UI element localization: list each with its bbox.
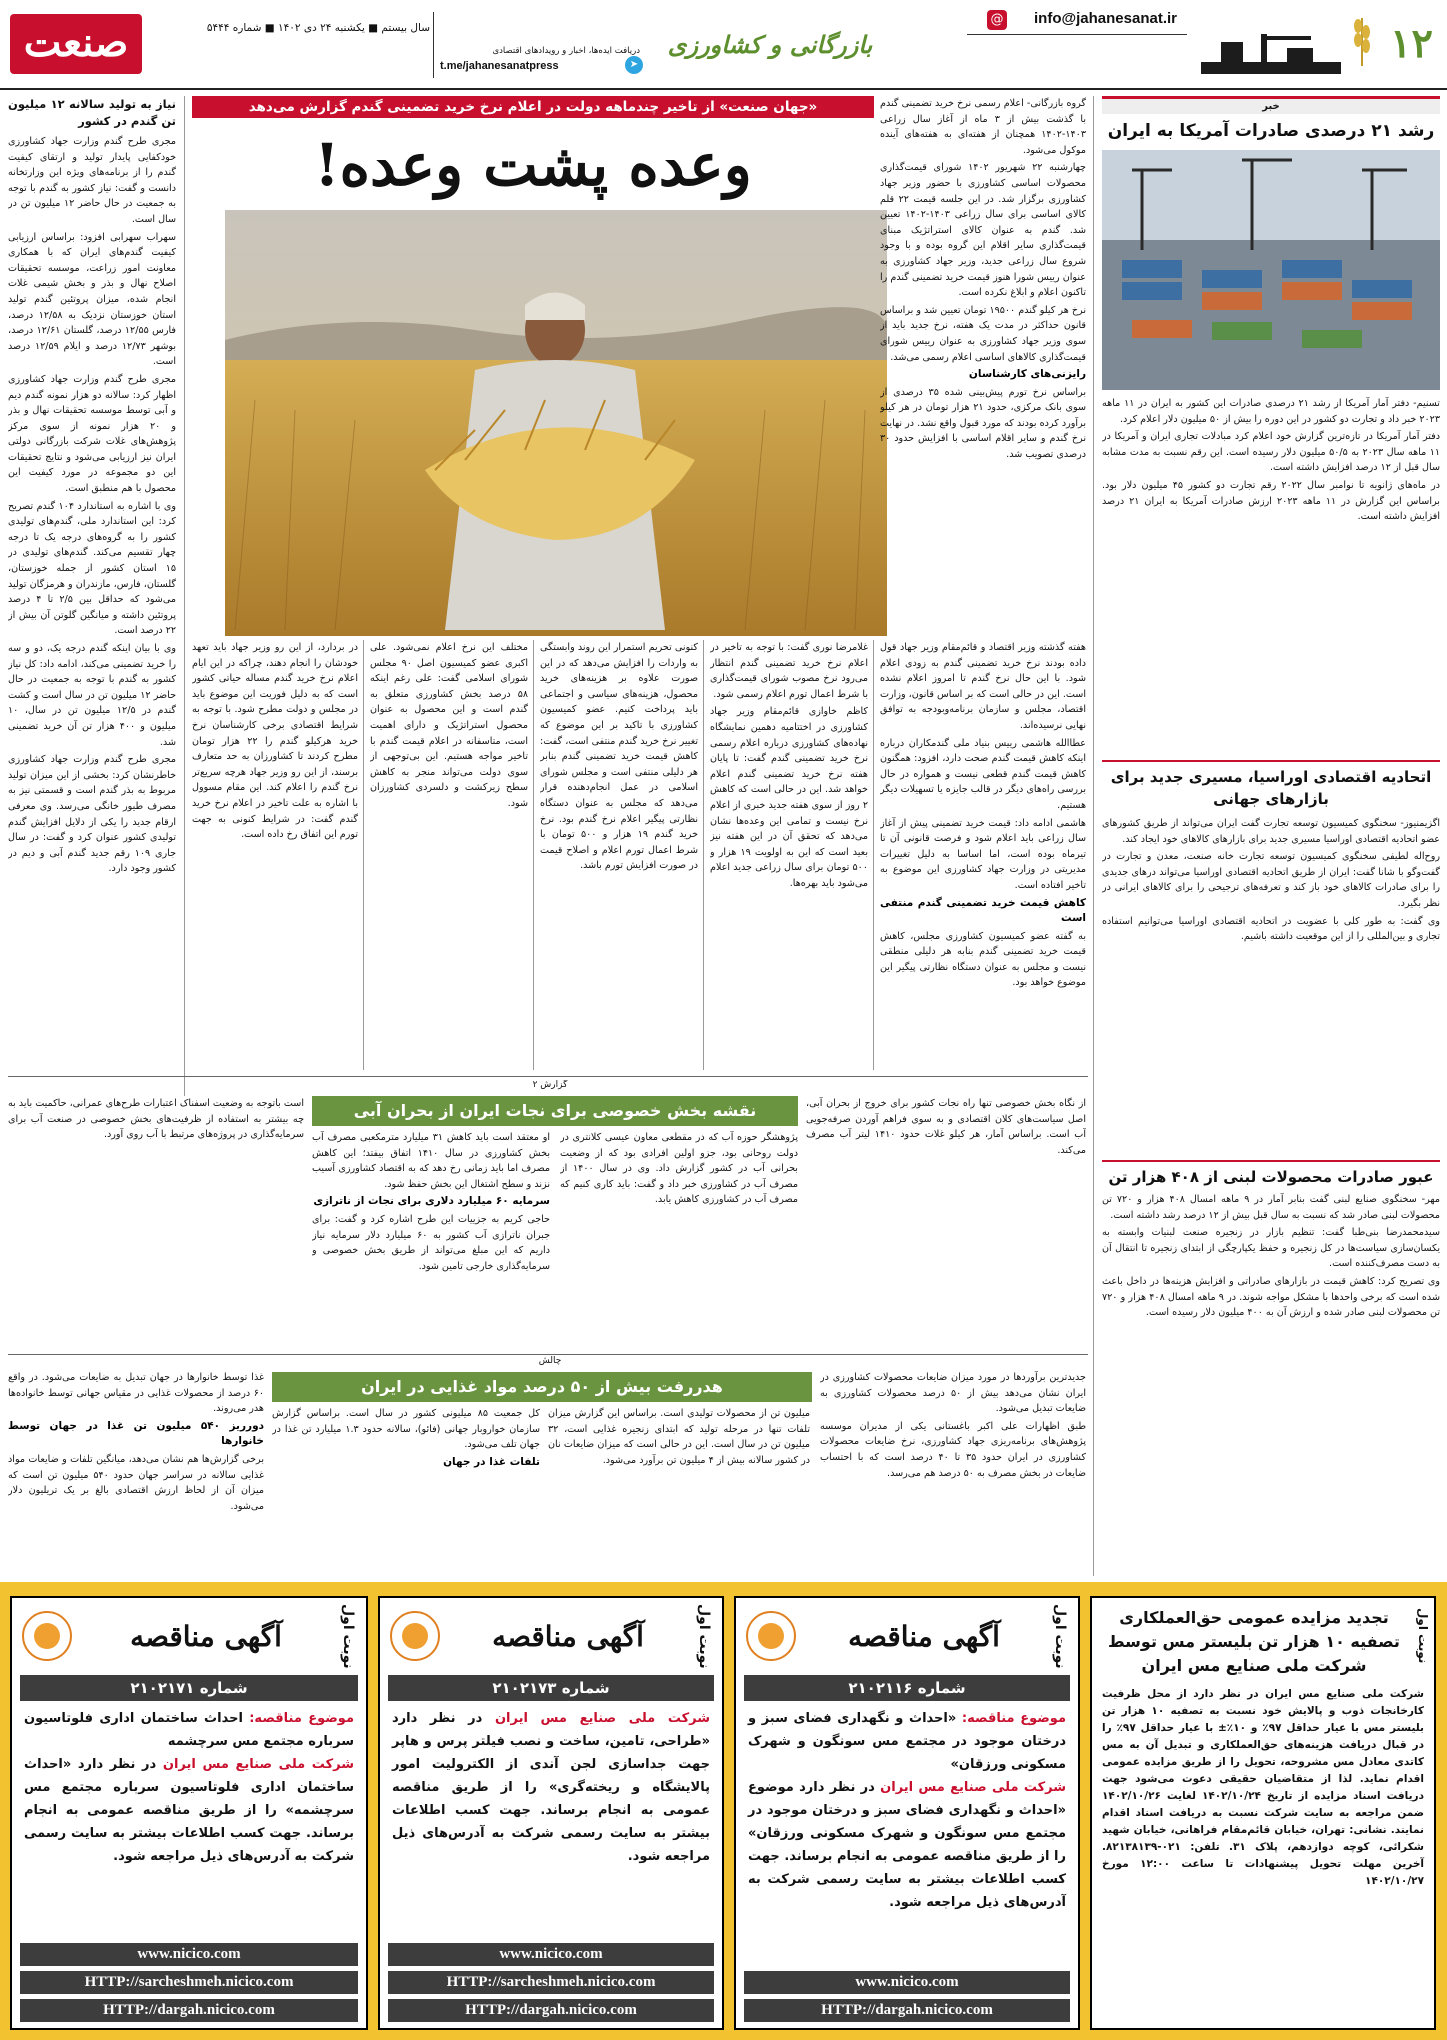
challenge-col-2 [548, 1406, 810, 1570]
left-text-3: مجری طرح گندم وزارت جهاد کشاورزی اظهار کرد: سالانه دو هزار نمونه گندم دیم و آبی توسط موسسه تحقیقات نهال و بذر و ۲۰ هزار نمونه از سوی مرکز پژوهش‌های غلات شرکت بازرگانی دولتی ایران نیز ارزیابی می‌شود و نتایج تحقیقات این دو مجموعه در مورد کیفیت این محصول با هم منطبق است. [8, 373, 176, 495]
main-sub2-text3: کاظم خاوازی قائم‌مقام وزیر جهاد کشاورزی در اختتامیه دهمین نمایشگاه نهاده‌های کشاورزی درباره اعلام رسمی نرخ خرید تضمینی گندم گفت: تا پایان هفته نرخ خرید تضمینی گندم اعلام خواهد شد. این در حالی است که کاهش ۲ روز از سوی هفته جدید خبری از اعلام نرخ نیست و تمامی این وعده‌ها نشان می‌دهد که تحقق آن در این هفته نیز بعید است که این به اولویت ۱۹ هزار و ۵۰۰ تومان برای سال زراعی جدید اعلام می‌شود باید بهره‌ها. [710, 706, 868, 889]
report2-col-4 [8, 1096, 304, 1346]
col-divider [703, 640, 704, 1070]
divider [8, 1076, 1088, 1077]
tender-body: در نظر دارد «احداث ساختمان اداری فلوتاسیون سرباره مجتمع مس سرچشمه» را از طریق مناقصه عمومی به انجام برساند. جهت کسب اطلاعات بیشتر به سایت رسمی شرکت به آدرس‌های ذیل مراجعه شود. [24, 1756, 354, 1864]
tender-ad-2 [378, 1596, 724, 2030]
tender-number: شماره ۲۱۰۲۱۷۱ [20, 1675, 358, 1701]
col-divider [363, 640, 364, 1070]
tender-link-3[interactable]: HTTP://dargah.nicico.com [20, 1999, 358, 2022]
report2-text-3: او معتقد است باید کاهش ۳۱ میلیارد مترمکعبی مصرف آب بخش کشاورزی در سال ۱۴۱۰ اتفاق بیفتد؛ این کاهش مصرف اما باید زمانی رخ دهد که به اقتصاد کشاورزی آسیب نزند و سطح اشتغال این بخش حفظ شود. [312, 1132, 550, 1190]
challenge-text-6: برخی گزارش‌ها هم نشان می‌دهد، میانگین تلفات و ضایعات مواد غذایی سالانه در سراسر جهان حدود ۵۴۰ میلیون تن است که میزان آن از لحاظ ارزش اقتصادی بالغ بر یک تریلیون دلار می‌شود. [8, 1453, 264, 1512]
col-divider [184, 96, 185, 1096]
dairy-text-1: مهر- سخنگوی صنایع لبنی گفت بنابر آمار در ۹ ماهه امسال ۴۰۸ هزار و ۷۲۰ تن محصولات لبنی صادر شد که نسبت به سال قبل بیش از ۱۲ درصد رشد داشته است. [1102, 1194, 1440, 1221]
right-news-text-1: تسنیم- دفتر آمار آمریکا از رشد ۲۱ درصدی صادرات این کشور به ایران در ۱۱ ماهه ۲۰۲۳ خبر داد و تجارت دو کشور در این دوره را بیش از ۵۰ میلیون دلار اعلام کرد. [1102, 398, 1440, 425]
port-photo [1102, 150, 1440, 390]
tender-link-2[interactable]: HTTP://sarcheshmeh.nicico.com [388, 1971, 714, 1994]
challenge-text-3: میلیون تن از محصولات تولیدی است. براساس این گزارش میزان تلفات تنها در مرحله تولید که ابتدای زنجیره غذایی است، ۳۲ میلیون تن در سال است. این در حالی است که میزان ضایعات نان در کشور سالانه بیش از ۴ میلیون تن برآورد می‌شود. [548, 1408, 810, 1466]
left-text-4: وی با اشاره به استاندارد ۱۰۴ گندم تصریح کرد: این استاندارد ملی، گندم‌های تولیدی کشور را به گروه‌های درجه یک تا درجه چهار تقسیم می‌کند. گندم‌های تولیدی در ۱۵ استان کشور از جمله خوزستان، گلستان، فارس، مازندران و هرمزگان تولید می‌شود که حداقل بین ۲/۵ تا ۴ درصد پروتئین داشته و میانگین گلوتن آن بیش از ۲۲ درصد است. [8, 500, 176, 637]
company-emblem-icon [22, 1611, 72, 1661]
col-divider [873, 640, 874, 1070]
main-col-1 [880, 640, 1086, 1070]
report2-col-3 [312, 1130, 550, 1346]
main-sub1-text2: هفته گذشته وزیر اقتصاد و قائم‌مقام وزیر جهاد قول داده بودند نرخ خرید تضمینی گندم به زودی اعلام شود. با این حال نرخ گندم تا امروز اعلام نشده است. این در حالی است که بر اساس قانون، وزارت اقتصاد، مجلس و سازمان برنامه‌وبودجه به توافق نهایی نرسیده‌اند. [880, 642, 1086, 731]
main-col-2 [710, 640, 868, 1070]
eurasia-title: اتحادیه اقتصادی اوراسیا، مسیری جدید برای بازارهای جهانی [1110, 768, 1432, 808]
challenge-text-4: کل جمعیت ۸۵ میلیونی کشور در سال است. براساس گزارش سازمان خواروبار جهانی (فائو)، سالانه حدود ۱.۳ میلیارد تن غذا در جهان تلف می‌شود. [272, 1408, 540, 1451]
tender-link-3[interactable]: HTTP://dargah.nicico.com [744, 1999, 1070, 2022]
main-sub2-text: به گفته عضو کمیسیون کشاورزی مجلس، کاهش قیمت خرید تضمینی گندم بنابه هر دلیلی منطقی نیست و مجلس به عنوان دستگاه نظارتی پیگیر این موضوع خواهد بود. [880, 930, 1086, 989]
auction-round: نوبت اول [1416, 1608, 1430, 1664]
tender-ad-1 [10, 1596, 368, 2030]
main-sub1: رایزنی‌های کارشناسان [968, 368, 1086, 381]
challenge-col-4 [8, 1370, 264, 1570]
tender-title: آگهی مناقصه [492, 1619, 644, 1653]
main-intro-column [880, 96, 1086, 636]
email-icon: @ [987, 10, 1007, 30]
tender-number: شماره ۲۱۰۲۱۷۳ [388, 1675, 714, 1701]
company-emblem-icon [746, 1611, 796, 1661]
challenge-text-5: غذا توسط خانوارها در جهان تبدیل به ضایعات می‌شود. در واقع ۶۰ درصد از محصولات غذایی در مقیاس جهانی توسط خانواده‌ها هدر می‌روند. [8, 1372, 264, 1415]
tender-number: شماره ۲۱۰۲۱۱۶ [744, 1675, 1070, 1701]
challenge-col-3 [272, 1406, 540, 1570]
tender-subject: احداث ساختمان اداری فلوتاسیون سرباره مجتمع مس سرچشمه [24, 1710, 354, 1749]
challenge-text-2: طبق اظهارات علی اکبر باغستانی یکی از مدیران موسسه پژوهش‌های برنامه‌ریزی جهاد کشاورزی، نرخ ضایعات محصولات کشاورزی در ایران حدود ۳۵ تا ۴۰ درصد است که با احتساب ضایعات در بخش مصرف به ۵۰ درصد هم می‌رسد. [820, 1420, 1086, 1479]
report2-text-1: از نگاه بخش خصوصی تنها راه نجات کشور برای خروج از بحران آبی، اصل سیاست‌های کلان اقتصادی و به سوی فراهم آوردن صرفه‌جویی آب است. براساس آمار، هر کیلو غلات حدود ۱۴۱۰ لیتر آب مصرف می‌کند. [806, 1098, 1086, 1156]
main-sub1-text3: عطاالله هاشمی رییس بنیاد ملی گندمکاران درباره اینکه کاهش قیمت گندم صحت دارد، افزود: همگنون کاهش قیمت گندم قطعی نیست و همواره در حال بررسی راه‌های دیگر در قالب جایزه یا تسهیلات دیگر هستیم. [880, 737, 1086, 811]
right-news-title: رشد ۲۱ درصدی صادرات آمریکا به ایران [1107, 121, 1435, 141]
main-sub2-text2: غلامرضا نوری گفت: با توجه به تاخیر در اعلام نرخ خرید تضمینی گندم انتظار می‌رود نرخ مصوب شورای قیمت‌گذاری با شرط اعمال تورم اعلام رسمی شود. [710, 642, 868, 700]
right-news-body [1102, 396, 1440, 756]
challenge-sub2: دورریز ۵۴۰ میلیون تن غذا در جهان توسط خانوارها [8, 1419, 264, 1448]
tender-ad-3 [734, 1596, 1080, 2030]
tender-body: در نظر دارد «طراحی، تامین، ساخت و نصب فیلتر پرس و هاپر جهت جداسازی لجن آندی از الکترولیت امور پالایشگاه و ریخته‌گری» را از طریق مناقصه عمومی به انجام برساند. جهت کسب اطلاعات بیشتر به سایت رسمی شرکت به آدرس‌های ذیل مراجعه شود. [392, 1710, 710, 1864]
header-separator [433, 12, 434, 78]
eurasia-body [1102, 816, 1440, 1156]
tender-title: آگهی مناقصه [130, 1619, 282, 1653]
logo [10, 14, 142, 74]
col-divider [533, 640, 534, 1070]
left-column [8, 96, 176, 1096]
report2-tag: گزارش ۲ [532, 1080, 568, 1090]
main-intro-p2: چهارشنبه ۲۲ شهریور ۱۴۰۲ شورای قیمت‌گذاری محصولات اساسی کشاورزی با حضور وزیر جهاد کشاورزی برگزار شد. در این جلسه قیمت ۲۲ قلم کالای اساسی برای سال زراعی ۱۴۰۳-۱۴۰۲ تعیین شد. گندم به عنوان کالای استراتژیک مبنای قیمت‌گذاری سایر اقلام این گروه بوده و با وجود شروع سال زراعی جدید، وزیر جهاد کشاورزی به عنوان رییس شورا هنوز قیمت خرید تضمینی گندم را تاکنون اعلام و ابلاغ نکرده است. [880, 162, 1086, 299]
wheat-icon [1347, 8, 1377, 68]
tender-subject: «احداث و نگهداری فضای سبز و درختان موجود در مجتمع مس سونگون و شهرک مسکونی ورزقان» [748, 1710, 1066, 1772]
masthead-bar [0, 0, 1447, 90]
dairy-body [1102, 1192, 1440, 1572]
tender-link-1[interactable]: www.nicico.com [388, 1943, 714, 1966]
left-text-5: وی با بیان اینکه گندم درجه یک، دو و سه را خرید تضمینی می‌کند، ادامه داد: کل نیاز کشور به گندم با توجه به جمعیت در حال حاضر ۱۲ میلیون تن در سال است و کشت گندم در ۱۲/۵ میلیون تن در سال، ۱۰ میلیون و ۴۰۰ هزار تن آن خرید تضمینی شد. [8, 643, 176, 748]
issue-line: سال بیستم ■ یکشنبه ۲۴ دی ۱۴۰۲ ■ شماره ۵۴۴۴ [206, 22, 430, 34]
right-news-text-3: در ماه‌های ژانویه تا نوامبر سال ۲۰۲۲ رقم تجارت دو کشور ۴۵ میلیون دلار بود. براساس این گزارش در ۱۱ ماهه ۲۰۲۳ ارزش صادرات آمریکا به ایران ۲۱ درصد افزایش داشته است. [1102, 479, 1440, 523]
tender-round: نوبت اول [340, 1604, 356, 1669]
company-emblem-icon [390, 1611, 440, 1661]
auction-ad [1090, 1596, 1436, 2030]
main-intro-p3: نرخ هر کیلو گندم ۱۹۵۰۰ تومان تعیین شد و براساس قانون حداکثر در مدت یک هفته، نرخ جدید باید از سوی وزیر جهاد کشاورزی به عنوان رییس شورای قیمت‌گذاری کالاهای اساسی اعلام رسمی می‌شد. [880, 304, 1086, 363]
main-col-b: کنونی تحریم استمرار این روند وابستگی به واردات را افزایش می‌دهد که در این صورت علاوه بر هزینه‌های خرید محصول، هزینه‌های سیاسی و اجتماعی باید پرداخت کنیم. عضو کمیسیون کشاورزی با تاکید بر این موضوع که تغییر نرخ خرید گندم منتفی است، گفت: کاهش قیمت خرید تضمینی گندم بنابر هر دلیلی منتفی است و مجلس شورای اسلامی در عمل انجام‌دهنده قرار می‌دهد که مجلس به عنوان دستگاه نظارتی پیگیر اعلام نرخ گندم بود. نرخ خرید گندم ۱۹ هزار و ۵۰۰ تومان با شرط اعمال تورم اعلام و اصلاح قیمت در صورت افزایش تورم باشد. [540, 642, 698, 872]
dairy-title: عبور صادرات محصولات لبنی از ۴۰۸ هزار تن [1108, 1168, 1434, 1186]
left-text-1: مجری طرح گندم وزارت جهاد کشاورزی خودکفایی پایدار تولید و ارتقای کیفیت گندم را از برنامه‌های ویژه این وزارتخانه دانست و گفت: نیاز کشور به گندم با توجه به جمعیت در حال حاضر ۱۲ میلیون تن در سال است. [8, 136, 176, 225]
challenge-text-1: جدیدترین برآوردها در مورد میزان ضایعات محصولات کشاورزی در ایران نشان می‌دهد بیش از ۵۰ درصد محصولات کشاورزی به ضایعات تبدیل می‌شود. [820, 1372, 1086, 1415]
left-text-6: مجری طرح گندم وزارت جهاد کشاورزی خاطرنشان کرد: بخشی از این میزان تولید مربوط به بذر گندم است و قسمتی نیز به مصرف طیور خانگی می‌رسد. وی معرفی ارقام جدید را یکی از دلایل افزایش گندم تولیدی کشور عنوان کرد و گفت: در سال جاری ۱۰۹ رقم جدید گندم آبی و دیم در کشور وجود دارد. [8, 754, 176, 875]
report2-col-2 [560, 1130, 798, 1346]
tender-company: شرکت ملی صنایع مس ایران [162, 1756, 354, 1772]
section-title: بازرگانی و کشاورزی [667, 30, 873, 59]
header-divider [967, 34, 1187, 35]
dairy-text-3: وی تصریح کرد: کاهش قیمت در بازارهای صادراتی و افزایش هزینه‌ها در داخل باعث شده است که برخی واحدها با مشکل مواجه شوند. در ۹ ماهه امسال ۴۰۸ هزار و ۷۲۰ تن محصولات لبنی صادر شده و ارزش آن به ۴۰۰ میلیون دلار رسیده است. [1102, 1275, 1440, 1319]
tender-link-3[interactable]: HTTP://dargah.nicico.com [388, 1999, 714, 2022]
tender-round: نوبت اول [1052, 1604, 1068, 1669]
tender-subject-label: موضوع مناقصه: [249, 1710, 354, 1726]
main-kicker: «جهان صنعت» از تاخیر چندماهه دولت در اعلام نرخ خرید تضمینی گندم گزارش می‌دهد [192, 96, 874, 118]
page-number: ۱۲ [1390, 20, 1433, 67]
main-sub1-text4: هاشمی ادامه داد: قیمت خرید تضمینی پیش از آغاز سال زراعی باید اعلام شود و فرصت قانونی آن تا تیرماه بوده است، اما اساسا به دلیل تغییرات مدیریتی در وزارت جهاد کشاورزی این موضوع به تاخیر افتاده است. [880, 817, 1086, 891]
tender-link-2[interactable]: HTTP://sarcheshmeh.nicico.com [20, 1971, 358, 1994]
section-graphic [1201, 30, 1341, 76]
right-news-tag: خبر [1102, 96, 1440, 114]
main-col-c: مختلف این نرخ اعلام نمی‌شود. علی اکبری عضو کمیسیون اصل ۹۰ مجلس شورای اسلامی گفت: علی رغم اینکه ۵۸ درصد بخش کشاورزی متعلق به گندم است و این محصول به عنوان محصول استراتژیک و دارای اهمیت است، متاسفانه در اعلام قیمت گندم با تاخیر مواجه هستیم. این بی‌توجهی از سوی دولت می‌تواند منجر به کاهش سطح زیرکشت و دلسردی کشاورزان شود. [370, 642, 528, 809]
tender-link-1[interactable]: www.nicico.com [744, 1971, 1070, 1994]
report2-title: نقشه بخش خصوصی برای نجات ایران از بحران آبی [312, 1096, 798, 1126]
main-headline: وعده پشت وعده! [314, 131, 752, 199]
tender-body: در نظر دارد موضوع «احداث و نگهداری فضای سبز و درختان موجود در مجتمع مس سونگون و شهرک مسکونی ورزقان» را از طریق مناقصه عمومی به انجام برساند. جهت کسب اطلاعات بیشتر به سایت رسمی شرکت به آدرس‌های ذیل مراجعه شود. [748, 1779, 1066, 1910]
main-col-d: در بردارد، از این رو وزیر جهاد باید تعهد خودشان را انجام دهند، چراکه در این ایام اعلام نرخ خرید گندم مساله حیاتی کشور است که به دلیل فوریت این موضوع باید در مجلس و دولت مطرح شود. با توجه به شرایط اقتصادی برخی کارشناسان نرخ خرید هرکیلو گندم را ۲۲ هزار تومان مطرح کردند تا کشاورزان به حد متعارف برسند، از این رو وزیر جهاد هرچه سریع‌تر نرخ گندم را اعلام کند. این مقام مسوول با اشاره به علت تاخیر در اعلام نرخ خرید گندم گفت: در شرایط کنونی به جهت تورم این اتفاق رخ داده است. [192, 642, 358, 841]
tender-round: نوبت اول [696, 1604, 712, 1669]
challenge-col-1 [820, 1370, 1086, 1570]
divider [1102, 1160, 1440, 1162]
telegram-line: دریافت ایده‌ها، اخبار و رویدادهای اقتصادی [492, 46, 640, 56]
eurasia-text-2: روح‌اله لطیفی سخنگوی کمیسیون توسعه تجارت خانه صنعت، معدن و تجارت در گفت‌وگو با شانا گفت: ایران از طریق اتحادیه اقتصادی اوراسیا می‌تواند درهای جدیدی را برای صادرات کالاهای خود باز کند و تعرفه‌های ترجیحی را برای کالاهای ایرانی در نظر بگیرد. [1102, 851, 1440, 909]
auction-title: تجدید مزایده عمومی حق‌العملکاری تصفیه ۱۰ هزار تن بلیستر مس توسط شرکت ملی صنایع مس ایران [1108, 1608, 1400, 1675]
right-news-text-2: دفتر آمار آمریکا در تازه‌ترین گزارش خود اعلام کرد مبادلات تجاری ایران و آمریکا در ۱۱ ماهه سال ۲۰۲۳ به ۵۰/۵ میلیون دلار رسیده است. این رقم نسبت به مدت مشابه سال قبل از ۱۲ درصد افزایش داشته است. [1102, 431, 1440, 474]
divider [1102, 760, 1440, 762]
wheat-farmer-photo [225, 210, 887, 636]
tender-company: شرکت ملی صنایع مس ایران [880, 1779, 1067, 1795]
tender-subject-label: موضوع مناقصه: [961, 1710, 1066, 1726]
report2-col-1 [806, 1096, 1086, 1346]
left-text-2: سهراب سهرابی افزود: براساس ارزیابی کیفیت گندم‌های ایران که با همکاری معاونت امور زراعت، موسسه تحقیقات اصلاح نهال و بذر و بخش شیمی غلات انجام شده، میزان پروتئین گندم تولید استان خوزستان نزدیک به ۱۲/۵۸ درصد، فارس ۱۲/۵۵ درصد، گلستان ۱۲/۶۱ درصد، بوشهر ۱۲/۷۳ درصد و ایلام ۱۲/۵۹ درصد است. [8, 231, 176, 368]
report2-text-5: است باتوجه به وضعیت اسفناک اعتبارات طرح‌های عمرانی، حاکمیت باید به چه بیشتر به استفاده از ظرفیت‌های بخش خصوصی در صنعت آب برای سرمایه‌گذاری در پروژه‌های مرتبط با آب روی آورد. [8, 1098, 304, 1141]
report2-text-2: پژوهشگر حوزه آب که در مقطعی معاون عیسی کلانتری در دولت روحانی بود، جزو اولین افرادی بود که از وضعیت بحرانی آب در کشور گزارش داد. وی در سال ۱۴۰۰ از مصرف آب در کشاورزی خبر داد و گفت: باید کاری کنیم که مصرف آب در کشاورزی کاهش یابد. [560, 1132, 798, 1206]
tender-company: شرکت ملی صنایع مس ایران [494, 1710, 711, 1726]
eurasia-text-1: اگزیمنیوز- سخنگوی کمیسیون توسعه تجارت گفت ایران می‌تواند از طریق کشورهای عضو اتحادیه اقتصادی اوراسیا مسیری جدید برای بازارهای کالاهای خود ایجاد کند. [1102, 818, 1440, 845]
auction-body: شرکت ملی صنایع مس ایران در نظر دارد از محل ظرفیت کارخانجات ذوب و پالایش خود نسبت به تصفیه ۱۰ هزار تن بلیستر مس با عیار حداقل ۹۷٪ و ۱۰٪± با عیار حداقل ۹۷٪ را در قبال دریافت هزینه‌های حق‌العملکاری و تبدیل آن به مس کاتدی معادل مس مشروحه، تحویل را از طریق مزایده عمومی اقدام نماید. لذا از متقاضیان حقیقی دعوت می‌شود جهت دریافت اسناد مزایده از تاریخ ۱۴۰۲/۱۰/۲۴ لغایت ۱۴۰۲/۱۰/۲۶ ضمن مراجعه به سایت شرکت نسبت به دریافت اسناد اقدام نمایند. نشانی: تهران، خیابان قائم‌مقام فراهانی، خیابان شهید شکرائی، کوچه دوازدهم، پلاک ۳۱. تلفن: ۰۲۱-۸۲۱۳۸۱۳۹. آخرین مهلت تحویل پیشنهادات تا ساعت ۱۲:۰۰ مورخ ۱۴۰۲/۱۰/۲۷ [1102, 1688, 1425, 1887]
left-title: نیاز به تولید سالانه ۱۲ میلیون تن گندم در کشور [8, 97, 176, 128]
challenge-sub: تلفات غذا در جهان [443, 1455, 540, 1468]
divider [8, 1354, 1088, 1355]
main-col-4 [370, 640, 528, 1070]
telegram-icon[interactable]: ➤ [625, 56, 643, 74]
main-intro: گروه بازرگانی- اعلام رسمی نرخ خرید تضمینی گندم با گذشت بیش از ۳ ماه از آغاز سال زراعی ۱۴۰۳-۱۴۰۲ همچنان از هفته‌ای به هفته‌های آینده موکول می‌شود. [880, 98, 1086, 156]
col-divider [1093, 96, 1094, 1576]
main-col-3 [540, 640, 698, 1070]
dairy-text-2: سیدمحمدرضا بنی‌طبا گفت: تنظیم بازار در زنجیره صنعت لبنیات وابسته به یکسان‌سازی سیاست‌ها در کل زنجیره و حفظ یکپارچگی از ابتدای زنجیره تا انتقال آن به دست مصرف‌کننده است. [1102, 1227, 1440, 1270]
challenge-tag: چالش [538, 1356, 562, 1366]
main-sub1-text: براساس نرخ تورم پیش‌بینی شده ۳۵ درصدی از سوی بانک مرکزی، حدود ۲۱ هزار تومان در هر کیلو برآورد کرده بودند که مورد قبول واقع نشد. در نهایت نرخ گندم و سایر اقلام اساسی با افزایش حدود ۳۰ درصدی تصویب شد. [880, 386, 1086, 461]
tender-title: آگهی مناقصه [848, 1619, 1000, 1653]
telegram-handle[interactable]: t.me/jahanesanatpress [440, 60, 559, 72]
eurasia-text-3: وی گفت: به طور کلی با عضویت در اتحادیه اقتصادی اوراسیا می‌توانیم استفاده تجاری و بین‌المللی را از این موقعیت داشته باشیم. [1102, 915, 1440, 943]
report2-sub: سرمایه ۶۰ میلیارد دلاری برای نجات از ناترازی [313, 1195, 550, 1208]
report2-text-4: حاجی کریم به جزییات این طرح اشاره کرد و گفت: برای جبران ناترازی آب کشور به ۶۰ میلیارد دلار سرمایه نیاز داریم که این مبلغ می‌تواند از طریق بخش خصوصی و سرمایه‌گذاری خارجی تامین شود. [312, 1213, 550, 1272]
main-col-5 [192, 640, 358, 1070]
main-sub2: کاهش قیمت خرید تضمینی گندم منتفی است [880, 896, 1086, 925]
challenge-title: هدررفت بیش از ۵۰ درصد مواد غذایی در ایران [272, 1372, 812, 1402]
tender-link-1[interactable]: www.nicico.com [20, 1943, 358, 1966]
logo-text: صنعت [23, 19, 129, 66]
email-address[interactable]: info@jahanesanat.ir [1034, 10, 1177, 27]
